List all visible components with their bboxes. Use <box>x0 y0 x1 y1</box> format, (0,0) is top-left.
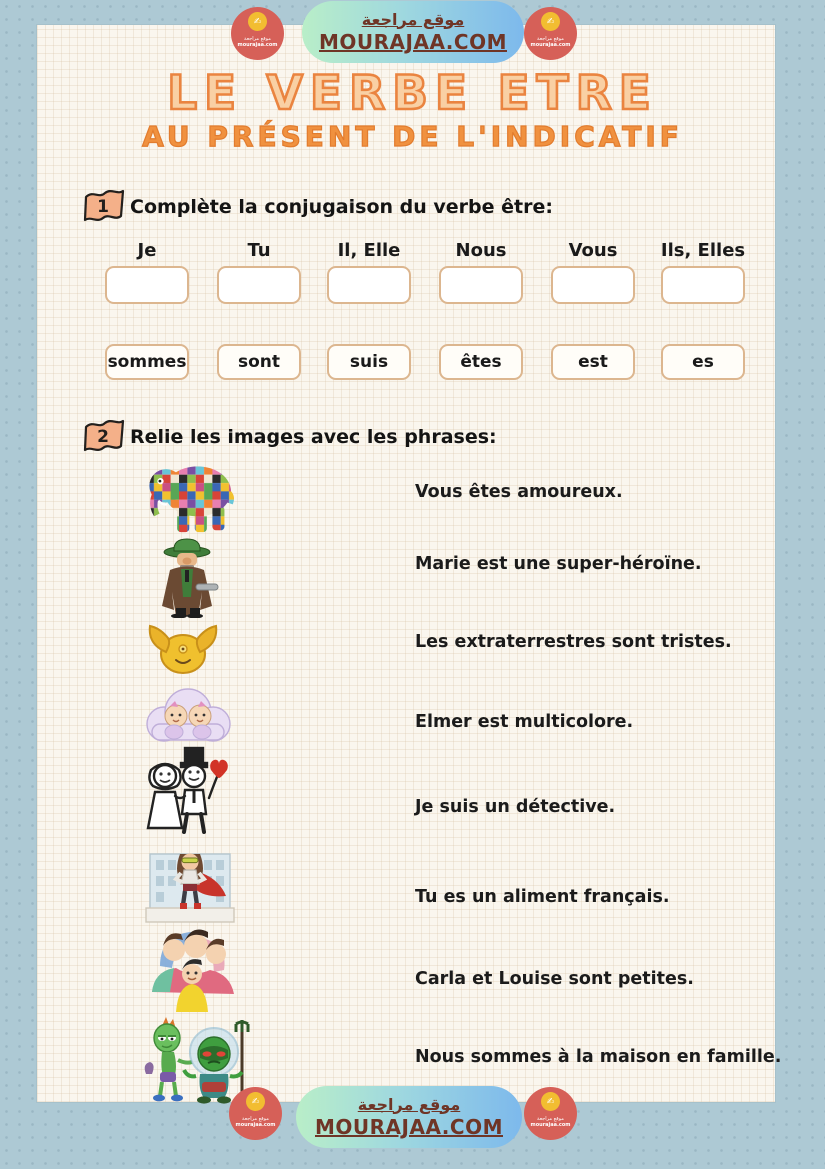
answer-box-ils-elles[interactable] <box>661 266 745 304</box>
book-icon: ✍ <box>248 12 267 31</box>
answer-box-tu[interactable] <box>217 266 301 304</box>
badge-site-name-arabic: موقع مراجعة <box>244 36 271 42</box>
exercise-1-flag-icon <box>82 188 126 226</box>
mourajaa-badge-header-left <box>231 7 284 60</box>
badge-site-domain: mourajaa.com <box>237 41 278 48</box>
site-name-arabic-link[interactable]: موقع مراجعة <box>357 1094 461 1114</box>
word-chip-es[interactable]: es <box>661 344 745 380</box>
svg-text:1: 1 <box>97 197 109 217</box>
pronoun-ils-elles: Ils, Elles <box>660 240 746 261</box>
badge-site-name-arabic: موقع مراجعة <box>537 1116 564 1122</box>
wedding-couple-image[interactable] <box>135 746 235 834</box>
pronoun-je: Je <box>137 240 157 261</box>
mourajaa-badge-footer-right <box>524 1087 577 1140</box>
book-icon: ✍ <box>541 1092 560 1111</box>
sentence-nous-sommes-maison[interactable]: Nous sommes à la maison en famille. <box>415 1047 782 1067</box>
book-icon: ✍ <box>246 1092 265 1111</box>
svg-text:2: 2 <box>97 427 109 447</box>
answer-box-nous[interactable] <box>439 266 523 304</box>
worksheet-subtitle: AU PRÉSENT DE L'INDICATIF <box>142 120 683 153</box>
mourajaa-badge-footer-left <box>229 1087 282 1140</box>
sentence-carla-louise-petites[interactable]: Carla et Louise sont petites. <box>415 969 694 989</box>
badge-site-domain: mourajaa.com <box>530 41 571 48</box>
word-chip-etes[interactable]: êtes <box>439 344 523 380</box>
word-chip-suis[interactable]: suis <box>327 344 411 380</box>
badge-site-domain: mourajaa.com <box>235 1121 276 1128</box>
mourajaa-badge-header-right <box>524 7 577 60</box>
croissant-image[interactable] <box>138 616 228 678</box>
exercise-2-flag-icon <box>82 418 126 456</box>
site-domain-link[interactable]: MOURAJAA.COM <box>315 1114 503 1139</box>
family-image[interactable] <box>138 926 246 1012</box>
superheroine-image[interactable] <box>140 840 240 926</box>
twin-babies-cloud-image[interactable] <box>140 680 236 748</box>
exercise-1-instruction: Complète la conjugaison du verbe être: <box>130 196 553 218</box>
pronoun-nous: Nous <box>455 240 507 261</box>
sentence-vous-etes-amoureux[interactable]: Vous êtes amoureux. <box>415 482 623 502</box>
sentence-je-suis-detective[interactable]: Je suis un détective. <box>415 797 616 817</box>
pronoun-vous: Vous <box>568 240 618 261</box>
badge-site-name-arabic: موقع مراجعة <box>537 36 564 42</box>
sentence-marie-super-heroine[interactable]: Marie est une super-héroïne. <box>415 554 702 574</box>
answer-box-il-elle[interactable] <box>327 266 411 304</box>
sentence-elmer-multicolore[interactable]: Elmer est multicolore. <box>415 712 634 732</box>
pronoun-il-elle: Il, Elle <box>337 240 401 261</box>
exercise-2-instruction: Relie les images avec les phrases: <box>130 426 497 448</box>
site-banner-header[interactable] <box>302 1 524 63</box>
sentence-tu-es-aliment-francais[interactable]: Tu es un aliment français. <box>415 887 670 907</box>
book-icon: ✍ <box>541 12 560 31</box>
answer-box-je[interactable] <box>105 266 189 304</box>
badge-site-domain: mourajaa.com <box>530 1121 571 1128</box>
site-banner-footer[interactable] <box>296 1086 522 1148</box>
worksheet-title: LE VERBE ETRE <box>167 66 658 121</box>
pronoun-tu: Tu <box>247 240 271 261</box>
badge-site-name-arabic: موقع مراجعة <box>242 1116 269 1122</box>
word-chip-sommes[interactable]: sommes <box>105 344 189 380</box>
elmer-elephant-image[interactable] <box>145 458 239 534</box>
word-chip-sont[interactable]: sont <box>217 344 301 380</box>
site-name-arabic-link[interactable]: موقع مراجعة <box>361 9 465 29</box>
answer-box-vous[interactable] <box>551 266 635 304</box>
word-chip-est[interactable]: est <box>551 344 635 380</box>
sentence-extraterrestres-tristes[interactable]: Les extraterrestres sont tristes. <box>415 632 732 652</box>
site-domain-link[interactable]: MOURAJAA.COM <box>319 29 507 54</box>
detective-image[interactable] <box>150 536 228 618</box>
